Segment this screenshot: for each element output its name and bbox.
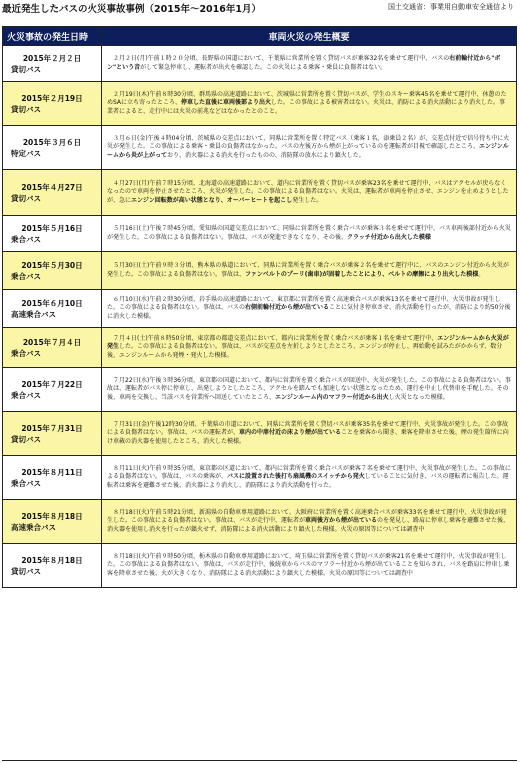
description-text: し火災となった模様。 [388, 393, 449, 401]
incident-date: 2015年６月10日 [21, 298, 83, 308]
bus-type: 乗合バス [11, 348, 41, 358]
incident-description [102, 170, 517, 216]
table-row [3, 544, 517, 588]
description-emphasis: ファンベルトのプーリ(歯車)が固着したことにより、ベルトの摩擦により出火した模様 [245, 270, 479, 278]
description-text: ４月27日(月)午前７時15分頃、北海道の高速道路において、道内に営業所を置く貸切バスが乗客23名を乗せて運行中、バスはアクセルが戻らなくなったので車両を停止させたところ、火災が発生した。この事故による負傷者はない。火災は、運転者が車両を停止させ、エンジンを止めようとしたが、急に [107, 179, 509, 204]
incident-date: 2015年７月22日 [21, 379, 83, 389]
description-text: 発生した。 [292, 196, 323, 204]
description-emphasis: 右前輪付近から"ボン"という音 [107, 55, 501, 71]
description-emphasis: エンジン回転数が高い状態となり、オーバーヒートを起こし [131, 196, 293, 204]
description-text: ６月10日(水)午前２時30分頃、岩手県の高速道路において、東京都に営業所を置く高速乗合バスが乗客13名を乗せて運行中、火災事故が発生した。この事故による負傷者はない。事故は、バスの [107, 295, 501, 312]
incident-description [102, 368, 517, 412]
incident-date: 2015年２月２日 [22, 53, 82, 63]
description-text: ２月19日(木)午前８時30分頃、群馬県の高速道路において、茨城県に営業所を置く貸切バスが、学生のスキー乗客45名を乗せて運行中、休憩のためSAに立ち寄ったところ、 [107, 90, 507, 107]
description-text: がして緊急停車し、運転者が出火を確認した。この火災による乗客・乗員に負傷者はない。 [140, 63, 387, 71]
description-text: していることに気付き、バスの運転者に報告した。運転者は乗客を避難させた後、消火器により消火し、消防隊により消火活動を行った。 [107, 473, 509, 489]
incident-date: 2015年８月18日 [21, 555, 83, 565]
description-text: ７月31日(金)午後12時30分頃、千葉県の市道において、同県に営業所を置く貸切バスが乗客35名を乗せて運行中、火災事故が発生した。この事故による負傷者はない。事故は、バスの運転者が、 [107, 420, 509, 437]
description-emphasis: 停車した直後に車両後部より出火 [181, 99, 272, 107]
bus-type: 高速乗合バス [11, 309, 56, 319]
description-text: ８月18日(火)午前５時21分頃、新潟県の自動車専用道路において、大阪府に営業所を置く高速乗合バスが乗客33名を乗せて運行中、火災事故が発生した。この事故による負傷者はない。事故は、バスが走行中、運転者が [107, 508, 507, 525]
description-text: ５月16日(土)午後７時45分頃、愛知県の国道交差点において、同県に営業所を置く乗合バスが乗客３名を乗せて運行中、バス車両後部付近から火災が発生した。この事故による負傷者はない。事故は、バスが発進できなくなり、その後、 [107, 225, 511, 241]
source-note: 国土交通省：事業用自動車安全通信より [388, 3, 514, 11]
description-emphasis: クラッチ付近から出火した模様 [347, 233, 431, 241]
incident-date: 2015年３月６日 [22, 137, 82, 147]
incident-date-cell [3, 544, 102, 588]
bus-type: 乗合バス [11, 234, 41, 244]
fire-incident-table [2, 26, 517, 588]
incident-date-cell [3, 290, 102, 328]
incident-description [102, 328, 517, 368]
description-text: ことを乗客から聞き、乗客を降車させた後、煙の発生箇所に向け車載の消火器を使用したところ、消火した模様。 [107, 429, 509, 445]
description-text: ８月11日(火)午前９時35分頃、東京都の区道において、都内に営業所を置く乗合バスが乗客７名を乗せて運行中、火災事故が発生した。この事故による負傷者はない。事故は、バスの乗客が、 [107, 464, 511, 481]
description-text: した。この事故による負傷者はない。事故は、バスが交差点を左折しようとしたところ、エンジンが停止し、再始動を試みたがかからず、数分後、エンジンルームから発煙・発火した模様。 [107, 343, 503, 359]
description-text: ２月２日(月)午前１時２０分頃、長野県の国道において、千葉県に営業所を置く貸切バスが乗客32名を乗せて運行中、バスの [113, 55, 450, 63]
description-emphasis: 車内の中扉付近の床より煙が出ている [239, 429, 342, 437]
description-text: のを発見し、路肩に停車し乗客を避難させた後、消火器を使用し消火を行ったが鎮火せず、消防隊による消火活動により鎮火した模様。火災の原因等については調査中 [107, 517, 510, 533]
description-emphasis: バスに設置された後打ち扇風機のスイッチから発火 [227, 473, 365, 481]
bus-type: 貸切バス [11, 434, 41, 444]
incident-date: 2015年７月31日 [21, 423, 83, 433]
incident-description [102, 216, 517, 252]
table-body [3, 46, 517, 588]
incident-description [102, 46, 517, 82]
incident-description [102, 290, 517, 328]
incident-date-cell [3, 328, 102, 368]
incident-date-cell [3, 82, 102, 126]
incident-description [102, 412, 517, 456]
incident-date: 2015年５月16日 [21, 223, 83, 233]
table-row [3, 126, 517, 170]
incident-date-cell [3, 46, 102, 82]
description-text: した。この事故による被害者はない。火災は、消防による消火活動により消火した。事業者によると、走行中には火災の前兆などはなかったとのこと。 [107, 99, 506, 115]
document-title: 最近発生したバスの火災事故事例（2015年～2016年1月） [2, 4, 261, 15]
incident-date-cell [3, 216, 102, 252]
incident-date-cell [3, 170, 102, 216]
table-row [3, 82, 517, 126]
table-row [3, 290, 517, 328]
bus-type: 乗合バス [11, 271, 41, 281]
incident-date: 2015年２月19日 [21, 93, 83, 103]
description-emphasis: 右側前輪付近から煙が出ている [245, 304, 330, 312]
table-row [3, 216, 517, 252]
incident-date: 2015年８月18日 [21, 511, 83, 521]
description-text: ５月30日(土)午前９時３分頃、熊本県の県道において、同県に営業所を置く乗合バスが乗客２名を乗せて運行中に、バスのエンジン付近から火災が発生した。この事故による負傷者はない。事故は、 [107, 262, 509, 278]
bus-type: 乗合バス [11, 478, 41, 488]
incident-date: 2015年５月30日 [21, 260, 83, 270]
incident-date-cell [3, 368, 102, 412]
incident-description [102, 252, 517, 290]
incident-date-cell [3, 500, 102, 544]
description-text: ８月18日(火)午前９時50分頃、栃木県の自動車専用道路において、埼玉県に営業所を置く貸切バスが乗客21名を乗せて運行中、火災事故が発生した。この事故による負傷者はない。事故は、バスが走行中、後続車からバスのマフラー付近から煙が出ていることを知らされ、バスを路肩に停車し乗客を降車させた後、火が大きくなり、消防隊による消火活動により鎮火した模様。火災の原因等については調査中 [107, 552, 510, 577]
incident-date: 2015年８月11日 [21, 467, 83, 477]
incident-description [102, 126, 517, 170]
table-row [3, 252, 517, 290]
table-row [3, 412, 517, 456]
bus-type: 高速乗合バス [11, 522, 56, 532]
bus-type: 特定バス [11, 148, 41, 158]
table-row [3, 328, 517, 368]
bottom-divider [2, 760, 517, 761]
description-emphasis: エンジンルームから炎が上がって [107, 143, 509, 159]
incident-date-cell [3, 252, 102, 290]
bus-type: 貸切バス [11, 64, 41, 74]
description-emphasis: 車両後方から煙が出ている [305, 517, 378, 525]
description-text: ことに気付き停車させ、消火活動を行ったが、消防により約50分後に消火した模様。 [107, 304, 511, 320]
table-row [3, 500, 517, 544]
incident-description [102, 82, 517, 126]
description-emphasis: エンジンルームから火災が発生 [107, 334, 509, 351]
incident-description [102, 500, 517, 544]
incident-date: 2015年４月27日 [21, 182, 83, 192]
description-text: ３月６日(金)午後４時04分頃、茨城県の交差点において、同県に営業所を置く特定バス（乗客１名、添乗員２名）が、交差点付近で信号待ち中に火災が発生した。この事故による乗客・乗員の負傷者はなかった。バスの左後方から煙が上がっているのを運転者が目視で確認したところ、 [107, 134, 510, 151]
incident-description [102, 544, 517, 588]
table-row [3, 368, 517, 412]
table-row [3, 170, 517, 216]
bus-type: 乗合バス [11, 390, 41, 400]
bus-type: 貸切バス [11, 193, 41, 203]
table-header-row [3, 27, 517, 46]
description-text: ７月22日(水)午後３時36分頃、東京都の国道において、都内に営業所を置く乗合バスが回送中、火災が発生した。この事故による負傷者はない。事故は、運転者がバス停に停車し、出発しようとしたところ、アクセルを踏んでも加速しない状態となったため、運行を中止し代替車を手配した。その後、車両を交換し、当該バスを営業所へ回送していたところ、 [107, 376, 511, 401]
incident-date-cell [3, 412, 102, 456]
table-row [3, 46, 517, 82]
description-text: 。 [478, 270, 485, 278]
description-text: おり、消火器による消火を行ったものの、消防隊の放水により鎮火した。 [167, 151, 365, 159]
incident-date-cell [3, 456, 102, 500]
bus-type: 貸切バス [11, 104, 41, 114]
incident-description [102, 456, 517, 500]
table-row [3, 456, 517, 500]
incident-date: 2015年７月４日 [22, 337, 82, 347]
incident-date-cell [3, 126, 102, 170]
description-emphasis: エンジンルーム内のマフラー付近から出火 [275, 393, 389, 401]
description-text: ７月４日(土)午前８時50分頃、東京都の都道交差点において、都内に営業所を置く乗合バスが乗客１名を乗せて運行中、 [113, 334, 438, 342]
column-header-date: 火災事故の発生日時 [3, 27, 102, 46]
bus-type: 貸切バス [11, 566, 41, 576]
column-header-description: 車両火災の発生概要 [102, 27, 517, 46]
